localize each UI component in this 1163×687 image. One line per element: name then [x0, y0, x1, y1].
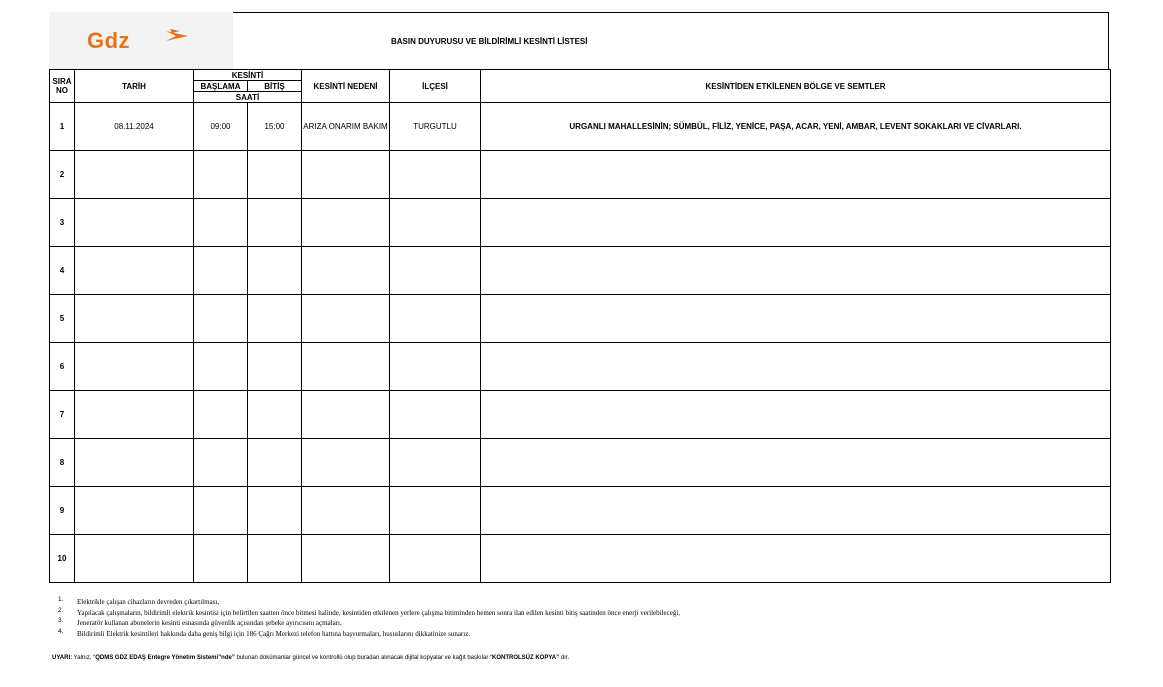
- table-row: [50, 199, 1111, 247]
- cell-bolge: URGANLI MAHALLESİNİN; SÜMBÜL, FİLİZ, YENİCE, PAŞA, ACAR, YENİ, AMBAR, LEVENT SOKAKLARI VE CİVARLARI.: [481, 103, 1111, 151]
- cell-ilce: [390, 391, 481, 439]
- cell-sira: 10: [50, 535, 75, 583]
- cell-tarih: [75, 391, 194, 439]
- cell-neden: [302, 343, 390, 391]
- col-saati: SAATİ: [194, 92, 302, 103]
- cell-neden: [302, 295, 390, 343]
- cell-baslama: [194, 151, 248, 199]
- table-row: [50, 487, 1111, 535]
- cell-sira: 4: [50, 247, 75, 295]
- cell-sira: 2: [50, 151, 75, 199]
- col-tarih: TARİH: [75, 70, 194, 103]
- cell-bolge: [481, 247, 1111, 295]
- logo-area: [49, 12, 233, 69]
- cell-sira: 8: [50, 439, 75, 487]
- cell-neden: [302, 487, 390, 535]
- cell-neden: [302, 535, 390, 583]
- cell-neden: [302, 391, 390, 439]
- cell-bitis: [248, 247, 302, 295]
- cell-bitis: [248, 199, 302, 247]
- col-baslama: BAŞLAMA: [194, 81, 248, 92]
- company-logo: Gdz: [87, 28, 131, 53]
- cell-bolge: [481, 391, 1111, 439]
- cell-tarih: [75, 439, 194, 487]
- cell-tarih: [75, 151, 194, 199]
- cell-baslama: [194, 247, 248, 295]
- cell-tarih: [75, 343, 194, 391]
- outage-table: [49, 69, 1111, 583]
- cell-tarih: [75, 247, 194, 295]
- cell-tarih: 08.11.2024: [75, 103, 194, 151]
- col-kesinti: KESİNTİ: [194, 70, 302, 81]
- cell-bitis: [248, 439, 302, 487]
- cell-baslama: [194, 199, 248, 247]
- cell-bolge: [481, 295, 1111, 343]
- cell-ilce: [390, 247, 481, 295]
- cell-tarih: [75, 199, 194, 247]
- table-row: [50, 103, 1111, 151]
- cell-bitis: [248, 295, 302, 343]
- system-name: QDMS GDZ EDAŞ Entegre Yönetim Sistemi”nde”: [95, 655, 235, 661]
- cell-bolge: [481, 151, 1111, 199]
- cell-sira: 9: [50, 487, 75, 535]
- cell-bolge: [481, 199, 1111, 247]
- cell-ilce: [390, 487, 481, 535]
- table-row: [50, 391, 1111, 439]
- warning-line: UYARI: Yalnız, “QDMS GDZ EDAŞ Entegre Yönetim Sistemi”nde” bulunan dokümanlar güncel ve kontrollü olup buradan alınacak dijital kopyalar ve kağıt baskılar “KONTROLSÜZ KOPYA” dır.: [52, 655, 570, 661]
- col-sira: SIRA NO: [50, 70, 75, 103]
- cell-ilce: TURGUTLU: [390, 103, 481, 151]
- cell-bolge: [481, 343, 1111, 391]
- cell-sira: 1: [50, 103, 75, 151]
- col-ilce: İLÇESİ: [390, 70, 481, 103]
- cell-bolge: [481, 487, 1111, 535]
- table-row: [50, 439, 1111, 487]
- cell-sira: 5: [50, 295, 75, 343]
- cell-neden: [302, 247, 390, 295]
- table-row: [50, 295, 1111, 343]
- cell-bitis: [248, 391, 302, 439]
- cell-baslama: [194, 535, 248, 583]
- cell-bitis: [248, 343, 302, 391]
- warning-label: UYARI:: [52, 655, 73, 661]
- cell-ilce: [390, 535, 481, 583]
- cell-baslama: [194, 391, 248, 439]
- cell-tarih: [75, 535, 194, 583]
- cell-bitis: [248, 535, 302, 583]
- cell-ilce: [390, 295, 481, 343]
- cell-baslama: [194, 487, 248, 535]
- cell-ilce: [390, 151, 481, 199]
- table-row: [50, 247, 1111, 295]
- cell-baslama: 09:00: [194, 103, 248, 151]
- cell-bolge: [481, 535, 1111, 583]
- col-bitis: BİTİŞ: [248, 81, 302, 92]
- col-neden: KESİNTİ NEDENİ: [302, 70, 390, 103]
- uncontrolled-copy: KONTROLSÜZ KOPYA”: [492, 655, 560, 661]
- cell-sira: 6: [50, 343, 75, 391]
- col-bolge: KESİNTİDEN ETKİLENEN BÖLGE VE SEMTLER: [481, 70, 1111, 103]
- cell-sira: 7: [50, 391, 75, 439]
- cell-baslama: [194, 343, 248, 391]
- table-row: [50, 535, 1111, 583]
- cell-baslama: [194, 295, 248, 343]
- cell-bitis: [248, 151, 302, 199]
- cell-tarih: [75, 295, 194, 343]
- cell-bolge: [481, 439, 1111, 487]
- cell-neden: ARIZA ONARIM BAKIM: [302, 103, 390, 151]
- cell-neden: [302, 439, 390, 487]
- table-row: [50, 343, 1111, 391]
- cell-neden: [302, 199, 390, 247]
- logo-arrow-icon: [166, 29, 190, 45]
- cell-ilce: [390, 199, 481, 247]
- cell-sira: 3: [50, 199, 75, 247]
- document-title: BASIN DUYURUSU VE BİLDİRİMLİ KESİNTİ LİSTESİ: [391, 37, 588, 46]
- cell-baslama: [194, 439, 248, 487]
- cell-ilce: [390, 439, 481, 487]
- cell-bitis: 15:00: [248, 103, 302, 151]
- cell-ilce: [390, 343, 481, 391]
- cell-tarih: [75, 487, 194, 535]
- cell-bitis: [248, 487, 302, 535]
- table-row: [50, 151, 1111, 199]
- cell-neden: [302, 151, 390, 199]
